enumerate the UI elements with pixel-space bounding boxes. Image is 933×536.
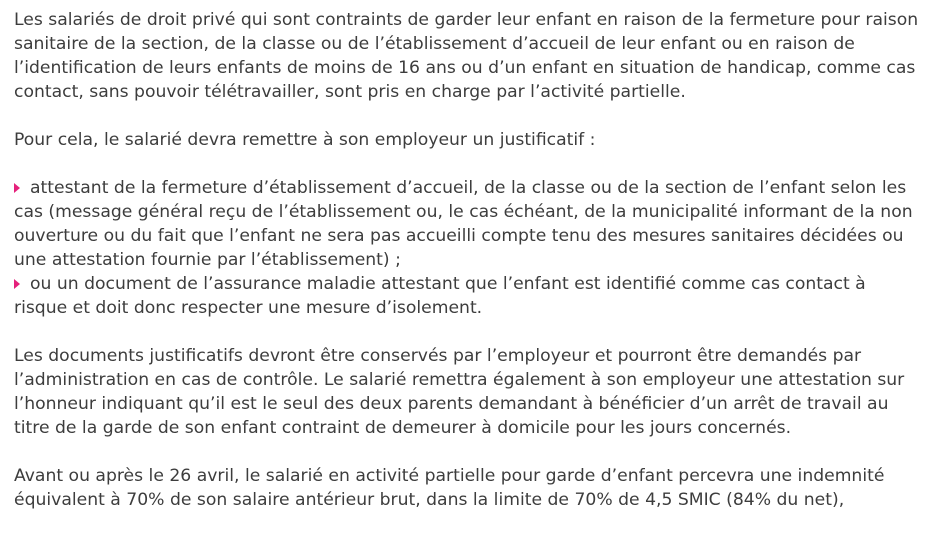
list-item-text: ou un document de l’assurance maladie attestant que l’enfant est identifié comme cas contact à risque et doit donc respecter une mesure d’isolement. — [14, 274, 866, 318]
list-item — [14, 272, 924, 320]
triangle-right-icon — [14, 279, 20, 289]
justificatif-list — [14, 176, 924, 320]
paragraph-documents: Les documents justificatifs devront être conservés par l’employeur et pourront être demandés par l’administration en cas de contrôle. Le salarié remettra également à son employeur une attestation sur l’honneur indiquant qu’il est le seul des deux parents demandant à bénéficier d’un arrêt de travail au titre de la garde de son enfant contraint de demeurer à domicile pour les jours concernés. — [14, 346, 905, 438]
paragraph-justificatif: Pour cela, le salarié devra remettre à son employeur un justificatif : — [14, 130, 596, 150]
paragraph-indemnite: Avant ou après le 26 avril, le salarié en activité partielle pour garde d’enfant percevra une indemnité équivalent à 70% de son salaire antérieur brut, dans la limite de 70% de 4,5 SMIC (84% du net), — [14, 466, 885, 510]
list-item-text: attestant de la fermeture d’établissement d’accueil, de la classe ou de la section de l’enfant selon les cas (message général reçu de l’établissement ou, le cas échéant, de la municipalité informant de la non ouverture ou du fait que l’enfant ne sera pas accueilli compte tenu des mesures sanitaires décidées ou une attestation fournie par l’établissement) ; — [14, 178, 913, 270]
list-item — [14, 176, 924, 272]
article-body — [14, 8, 924, 536]
triangle-right-icon — [14, 183, 20, 193]
paragraph-intro: Les salariés de droit privé qui sont contraints de garder leur enfant en raison de la fermeture pour raison sanitaire de la section, de la classe ou de l’établissement d’accueil de leur enfant ou en raison de l’identification de leurs enfants de moins de 16 ans ou d’un enfant en situation de handicap, comme cas contact, sans pouvoir télétravailler, sont pris en charge par l’activité partielle. — [14, 10, 919, 102]
